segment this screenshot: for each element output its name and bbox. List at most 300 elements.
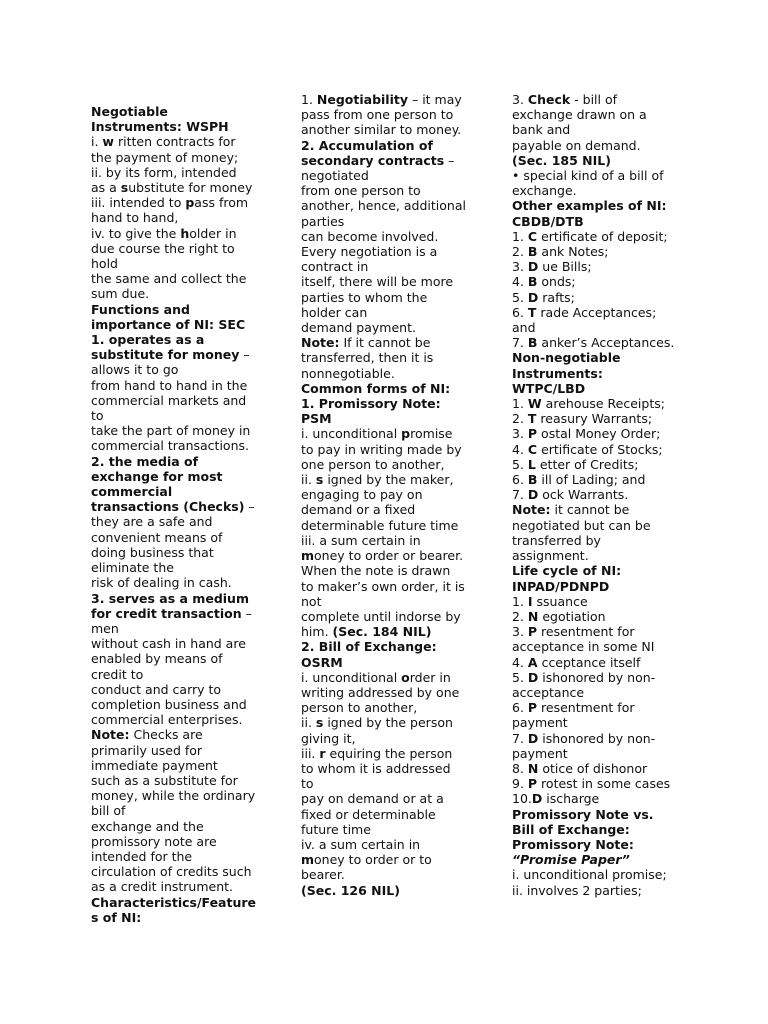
text-line [91,651,269,666]
text-run: negotiated [301,168,369,184]
text-run: iii. intended to [91,195,186,211]
text-run: ostal Money Order; [537,426,661,442]
bold-text-run: 1. operates as a [91,332,205,348]
bold-text-run: Characteristics/Feature [91,894,256,910]
text-run: to pay in writing made by [301,441,462,457]
text-run: ertificate of deposit; [537,228,668,244]
text-run: payment [512,715,568,731]
bold-text-run: secondary contracts [301,152,445,168]
text-line [301,867,497,882]
text-run: 5. [512,456,528,472]
text-run: 6. [512,472,528,488]
text-line [91,302,269,317]
text-line [512,274,702,289]
bold-text-run: T [527,304,537,320]
text-run: i. [91,134,103,150]
text-line [91,743,269,758]
bold-text-run: OSRM [301,654,343,670]
text-line [301,776,497,791]
text-run: ischarge [542,791,600,807]
text-run: ritten contracts for [113,134,236,150]
text-run: one person to another, [301,456,445,472]
text-run: rder in [409,669,451,685]
bold-text-run: (Sec. 184 NIL) [332,624,432,640]
text-line [301,396,497,411]
text-line [301,244,497,259]
text-run: – [444,152,455,168]
bold-text-run: B [527,274,538,290]
text-line [91,621,269,636]
bold-text-run: m [301,852,315,868]
text-run: reasury Warrants; [536,411,653,427]
text-run: 1. [512,228,528,244]
text-run: parties to whom the [301,289,428,305]
text-line [512,731,702,746]
text-run: holder can [301,304,368,320]
text-line [512,502,702,517]
text-line [301,791,497,806]
bold-text-run: P [527,700,538,716]
text-line [301,350,497,365]
text-run: romise [410,426,453,442]
text-run: 1. [512,396,528,412]
bold-text-run: D [531,791,543,807]
text-run: contract in [301,259,369,275]
text-line [512,518,702,533]
text-run: commercial transactions. [91,438,249,454]
text-line [301,852,497,867]
text-line [301,214,497,229]
text-run: doing business that [91,544,214,560]
text-run: – [239,347,250,363]
text-line [91,499,269,514]
text-line [91,910,269,925]
bold-text-run: p [185,195,195,211]
text-line [301,639,497,654]
text-run: from hand to hand in the [91,377,248,393]
text-line [301,290,497,305]
text-run: promissory note are [91,833,217,849]
bold-text-run: s [315,715,324,731]
bold-text-run: h [180,225,190,241]
text-line [512,852,702,867]
text-line [301,457,497,472]
text-line [301,366,497,381]
text-line [512,320,702,335]
text-run: 6. [512,304,528,320]
text-run: rafts; [538,289,575,305]
bold-text-run: Instruments: [512,365,603,381]
text-line [301,381,497,396]
text-run: future time [301,821,371,837]
text-run: hold [91,256,118,272]
text-line [512,198,702,213]
text-run: parties [301,213,345,229]
text-run: - bill of [570,92,618,107]
text-line [91,180,269,195]
text-line [512,229,702,244]
text-run: 3. [512,624,528,640]
text-line [301,533,497,548]
text-run: 7. [512,335,528,351]
text-run: – [241,605,252,621]
text-run: 7. [512,487,528,503]
text-line [301,411,497,426]
text-run: • special kind of a bill of [512,168,664,184]
text-line [512,138,702,153]
text-run: 2. [512,244,528,260]
text-run: 9. [512,776,528,792]
bold-text-run: W [527,396,542,412]
text-run: him. [301,624,333,640]
text-line [512,533,702,548]
text-line [91,347,269,362]
text-line [301,502,497,517]
text-line [91,773,269,788]
bold-text-run: B [527,244,538,260]
text-run: resentment for [537,700,635,716]
text-line [91,667,269,682]
bold-text-run: N [527,608,539,624]
text-column-1 [91,104,269,925]
text-line [91,879,269,894]
text-run: men [91,620,119,636]
text-run: ank Notes; [537,244,609,260]
text-line [512,290,702,305]
text-run: bill of [91,803,126,819]
bold-text-run: importance of NI: SEC [91,316,246,332]
text-line [512,715,702,730]
text-run: commercial enterprises. [91,712,243,728]
text-run: 7. [512,730,528,746]
bold-text-run: for credit transaction [91,605,242,621]
bold-text-run: PSM [301,411,332,427]
text-line [512,472,702,487]
bold-text-run: A [527,654,538,670]
text-run: conduct and carry to [91,681,222,697]
text-run: person to another, [301,700,418,716]
text-line [91,864,269,879]
text-run: acceptance in some NI [512,639,655,655]
bold-text-run: “Promise Paper” [512,852,630,868]
bold-text-run: Bill of Exchange: [512,821,630,837]
text-line [512,685,702,700]
text-run: as a credit instrument. [91,879,234,895]
text-run: to [301,776,314,792]
text-line [512,837,702,852]
text-run: 2. [512,411,528,427]
text-line [512,335,702,350]
text-run: rotest in some cases [537,776,671,792]
text-run: oney to order or bearer. [314,548,464,564]
text-line [512,563,702,578]
text-line [91,849,269,864]
text-column-2 [301,92,497,898]
text-run: 5. [512,289,528,305]
text-line [512,92,702,107]
text-line [91,150,269,165]
text-run: ill of Lading; and [537,472,646,488]
text-line [91,697,269,712]
bold-text-run: 2. Accumulation of [301,137,433,153]
text-line [512,168,702,183]
text-run: intended for the [91,848,193,864]
bold-text-run: Common forms of NI: [301,380,451,396]
text-run: completion business and [91,696,247,712]
text-line [91,378,269,393]
text-line [512,442,702,457]
text-run: 10. [512,791,532,807]
text-run: take the part of money in [91,423,251,439]
text-run: ass from [194,195,249,211]
text-run: resentment for [537,624,635,640]
bold-text-run: Negotiability [316,92,409,107]
bold-text-run: Check [527,92,571,107]
text-run: When the note is drawn [301,563,451,579]
bold-text-run: N [527,760,539,776]
text-line [301,92,497,107]
text-line [91,454,269,469]
text-line [301,259,497,274]
bold-text-run: s [315,472,324,488]
text-line [512,867,702,882]
bold-text-run: (Sec. 126 NIL) [301,882,400,898]
text-line [301,183,497,198]
bold-text-run: Non-negotiable [512,350,621,366]
text-run: commercial markets and [91,392,247,408]
text-line [91,834,269,849]
bold-text-run: m [301,548,315,564]
text-run: ubstitute for money [128,180,253,196]
text-line [91,362,269,377]
text-line [91,423,269,438]
text-line [91,758,269,773]
text-run: i. unconditional [301,426,402,442]
text-line [512,579,702,594]
text-line [512,183,702,198]
text-run: iii. [301,745,320,761]
text-line [301,685,497,700]
text-run: payment [512,745,568,761]
bold-text-run: P [527,776,538,792]
text-line [301,761,497,776]
text-run: can become involved. [301,228,439,244]
text-run: 6. [512,700,528,716]
text-line [91,226,269,241]
text-line [301,198,497,213]
text-line [301,807,497,822]
text-run: complete until indorse by [301,608,461,624]
text-line [301,731,497,746]
text-run: ue Bills; [538,259,592,275]
text-run: to [91,408,104,424]
text-line [512,609,702,624]
text-line [512,883,702,898]
text-run: i. unconditional promise; [512,867,667,883]
text-run: not [301,593,322,609]
text-run: exchange. [512,183,577,199]
text-run: demand or a fixed [301,502,416,518]
text-line [301,700,497,715]
text-run: – [244,499,255,515]
text-run: to maker’s own order, it is [301,578,465,594]
bold-text-run: 3. serves as a medium [91,590,249,606]
text-run: ishonored by non- [538,730,656,746]
bold-text-run: r [319,745,326,761]
bold-text-run: w [102,134,114,150]
text-run: pass from one person to [301,107,454,123]
text-run: transferred, then it is [301,350,434,366]
text-run: transferred by [512,532,601,548]
bold-text-run: o [401,669,410,685]
text-line [512,746,702,761]
text-line [91,591,269,606]
text-run: rade Acceptances; [536,304,657,320]
text-run: bearer. [301,867,345,883]
bold-text-run: CBDB/DTB [512,213,584,229]
text-line [91,727,269,742]
text-line [91,712,269,727]
text-run: and [512,320,536,336]
text-run: giving it, [301,730,356,746]
text-line [512,700,702,715]
text-run: ertificate of Stocks; [537,441,663,457]
text-run: i. unconditional [301,669,402,685]
text-line [512,244,702,259]
bold-text-run: exchange for most [91,468,223,484]
text-run: ii. by its form, intended [91,164,237,180]
bold-text-run: T [527,411,537,427]
text-run: itself, there will be more [301,274,454,290]
text-run: 5. [512,669,528,685]
text-run: exchange drawn on a [512,107,647,123]
text-run: Checks are [129,727,203,743]
text-line [91,484,269,499]
bold-text-run: 2. Bill of Exchange: [301,639,437,655]
text-run: engaging to pay on [301,487,423,503]
text-run: risk of dealing in cash. [91,575,232,591]
text-run: immediate payment [91,757,218,773]
text-run: otice of dishonor [538,760,648,776]
text-run: arehouse Receipts; [541,396,665,412]
bold-text-run: (Sec. 185 NIL) [512,152,611,168]
text-run: etter of Credits; [535,456,639,472]
text-line [512,411,702,426]
text-line [91,545,269,560]
text-line [512,305,702,320]
text-line [91,575,269,590]
text-line [301,715,497,730]
text-line [91,788,269,803]
text-line [91,393,269,408]
bold-text-run: D [527,730,539,746]
text-line [301,426,497,441]
text-run: primarily used for [91,742,203,758]
text-run: ock Warrants. [538,487,629,503]
bold-text-run: C [527,228,538,244]
text-run: payable on demand. [512,137,641,153]
text-line [301,548,497,563]
text-run: iv. a sum certain in [301,836,421,852]
text-run: due course the right to [91,240,235,256]
text-line [91,104,269,119]
text-line [512,791,702,806]
text-line [301,320,497,335]
text-line [512,107,702,122]
text-run: to whom it is addressed [301,760,451,776]
text-line [512,807,702,822]
text-line [301,822,497,837]
text-line [512,366,702,381]
bold-text-run: transactions (Checks) [91,499,245,515]
text-line [301,305,497,320]
bold-text-run: Promissory Note: [512,836,634,852]
text-run: anker’s Acceptances. [537,335,675,351]
text-line [301,837,497,852]
text-run: allows it to go [91,362,179,378]
text-line [301,138,497,153]
text-run: igned by the maker, [323,472,454,488]
bold-text-run: Note: [301,335,340,351]
text-line [91,636,269,651]
text-run: as a [91,180,121,196]
text-line [512,624,702,639]
text-line [512,822,702,837]
text-line [301,563,497,578]
text-line [91,119,269,134]
bold-text-run: D [527,259,539,275]
text-line [91,165,269,180]
text-line [512,594,702,609]
text-run: pay on demand or at a [301,791,444,807]
text-line [512,761,702,776]
text-line [91,803,269,818]
text-line [91,241,269,256]
text-run: onds; [537,274,576,290]
text-run: 4. [512,274,528,290]
text-line [301,107,497,122]
text-line [91,682,269,697]
text-run: such as a substitute for [91,772,238,788]
text-line [301,335,497,350]
text-line [91,271,269,286]
text-line [512,655,702,670]
bold-text-run: Functions and [91,301,190,317]
bold-text-run: Note: [91,727,130,743]
text-line [301,883,497,898]
text-line [301,746,497,761]
bold-text-run: Life cycle of NI: [512,563,622,579]
text-run: eliminate the [91,560,174,576]
text-run: ii. involves 2 parties; [512,882,642,898]
text-run: older in [189,225,237,241]
text-run: another similar to money. [301,122,462,138]
text-line [91,438,269,453]
text-run: bank and [512,122,571,138]
bold-text-run: INPAD/PDNPD [512,578,610,594]
text-line [301,487,497,502]
text-run: sum due. [91,286,150,302]
text-run: ssuance [532,593,588,609]
text-run: 3. [512,426,528,442]
text-run: from one person to [301,183,421,199]
text-line [512,670,702,685]
text-line [301,624,497,639]
text-line [91,332,269,347]
bold-text-run: 2. the media of [91,453,199,469]
bold-text-run: Note: [512,502,551,518]
text-line [512,214,702,229]
